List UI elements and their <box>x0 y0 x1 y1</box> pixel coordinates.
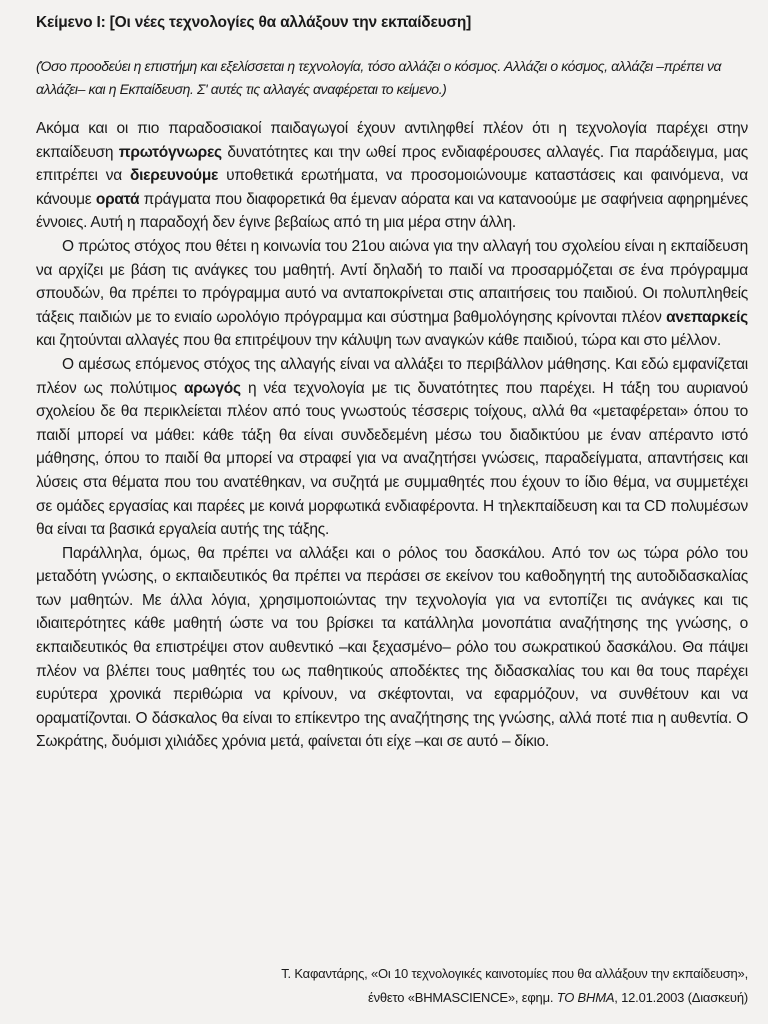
paragraph-text: δυνατότητες και την ωθεί προς ενδιαφέρουσες αλλαγές. Για παράδειγμα, μας επιτρέπει να <box>36 143 748 185</box>
paragraph-4 <box>36 542 748 754</box>
bold-term: πρωτόγνωρες <box>118 143 222 161</box>
paragraph-text: Παράλληλα, όμως, θα πρέπει να αλλάξει και ο ρόλος του δασκάλου. Από τον ως τώρα ρόλο του μεταδότη γνώσης, ο εκπαιδευτικός θα πρέπει να περάσει σε εκείνον του καθοδηγητή της αυτοδιδασκαλίας των μαθητών. Με άλλα λόγια, χρησιμοποιώντας την τεχνολογία για να εντοπίζει τις ανάγκες και τις ιδιαιτερότητες κάθε μαθητή ώστε να του βρίσκει τα κατάλληλα μονοπάτια αναζήτησης της γνώσης, ο εκπαιδευτικός θα επιστρέψει στον αυθεντικό –και ξεχασμένο– ρόλο του σωκρατικού δασκάλου. Θα πάψει πλέον να βλέπει τους μαθητές του ως παθητικούς αποδέκτες της διδασκαλίας του και θα τους παρέχει ευρύτερα χρονικά περιθώρια να κρίνουν, να σκέφτονται, να εφαρμόζουν, να συνθέτουν και να οραματίζονται. Ο δάσκαλος θα είναι το επίκεντρο της αναζήτησης της γνώσης, αλλά ποτέ πια η αυθεντία. Ο Σωκράτης, δυόμισι χιλιάδες χρόνια μετά, φαίνεται ότι είχε –και σε αυτό – δίκιο. <box>36 544 748 751</box>
source-text: ένθετο «ΒΗΜΑSCIENCE», εφημ. <box>367 990 557 1005</box>
article-body <box>36 117 748 754</box>
paragraph-text: και ζητούνται αλλαγές που θα επιτρέψουν την κάλυψη των αναγκών κάθε παιδιού, τώρα και στο μέλλον. <box>36 332 721 350</box>
paragraph-1 <box>36 117 748 235</box>
document-title: Κείμενο I: [Οι νέες τεχνολογίες θα αλλάξουν την εκπαίδευση] <box>36 14 472 31</box>
paragraph-text: πράγματα που διαφορετικά θα έμεναν αόρατα και να κατανοούμε με σαφήνεια αφηρημένες έννοιες. Αυτή η παραδοχή δεν έγινε βεβαίως από τη μια μέρα στην άλλη. <box>36 190 748 232</box>
source-date: , 12.01.2003 (Διασκευή) <box>614 990 748 1005</box>
intro-note: (Όσο προοδεύει η επιστήμη και εξελίσσεται η τεχνολογία, τόσο αλλάζει ο κόσμος. Αλλάζει ο κόσμος, αλλάζει –πρέπει να αλλάζει– και η Εκπαίδευση. Σ' αυτές τις αλλαγές αναφέρεται το κείμενο.) <box>36 58 722 97</box>
source-line-1: Τ. Καφαντάρης, «Οι 10 τεχνολογικές καινοτομίες που θα αλλάξουν την εκπαίδευση», <box>281 966 748 981</box>
bold-term: ανεπαρκείς <box>666 308 748 326</box>
paragraph-text: υποθετικά ερωτήματα, να προσομοιώνουμε καταστάσεις και φαινόμενα, να κάνουμε <box>36 167 748 208</box>
source-citation <box>281 962 748 1010</box>
bold-term: διερευνούμε <box>129 167 219 185</box>
newspaper-name: ΤΟ ΒΗΜΑ <box>556 990 615 1005</box>
paragraph-text: Ο πρώτος στόχος που θέτει η κοινωνία του 21ου αιώνα για την αλλαγή του σχολείου είναι η εκπαίδευση να αρχίζει με βάση τις ανάγκες του μαθητή. Αντί δηλαδή το παιδί να προσαρμόζεται σε ένα πρόγραμμα σπουδών, θα πρέπει το πρόγραμμα αυτό να ανταποκρίνεται στις απαιτήσεις του παιδιού. Οι πολυπληθείς τάξεις παιδιών με το ενιαίο ωρολόγιο πρόγραμμα και σύστημα βαθμολόγησης κρίνονται πλέον <box>36 237 748 326</box>
paragraph-text: Ακόμα και οι πιο παραδοσιακοί παιδαγωγοί έχουν αντιληφθεί πλέον ότι η τεχνολογία παρέχει στην εκπαίδευση <box>36 120 748 161</box>
paragraph-2 <box>36 235 748 353</box>
paragraph-text: η νέα τεχνολογία με τις δυνατότητες που παρέχει. Η τάξη του αυριανού σχολείου δε θα περικλείεται πλέον από τους γνωστούς τέσσερις τοίχους, αλλά θα «μεταφέρεται» όπου το παιδί μπορεί να μάθει: κάθε τάξη θα είναι συνδεδεμένη μέσω του διαδικτύου με έναν απέραντο ιστό μάθησης, όπου το παιδί θα μπορεί να στραφεί για να αναζητήσει γνώσεις, παραδείγματα, απαντήσεις και λύσεις στα θέματα που του ανατέθηκαν, να συζητά με συμμαθητές που έχουν το ίδιο θέμα, να συμμετέχει σε ομάδες εργασίας και παρέες με κοινά μορφωτικά ενδιαφέροντα. Η τηλεκπαίδευση και τα CD πολυμέσων θα είναι τα βασικά εργαλεία αυτής της τάξης. <box>36 379 748 539</box>
bold-term: ορατά <box>95 190 140 208</box>
paragraph-text: Ο αμέσως επόμενος στόχος της αλλαγής είναι να αλλάξει το περιβάλλον μάθησης. Και εδώ εμφανίζεται πλέον ως πολύτιμος <box>36 355 748 397</box>
paragraph-3 <box>36 353 748 542</box>
source-line-2 <box>281 986 748 1010</box>
bold-term: αρωγός <box>183 379 241 397</box>
